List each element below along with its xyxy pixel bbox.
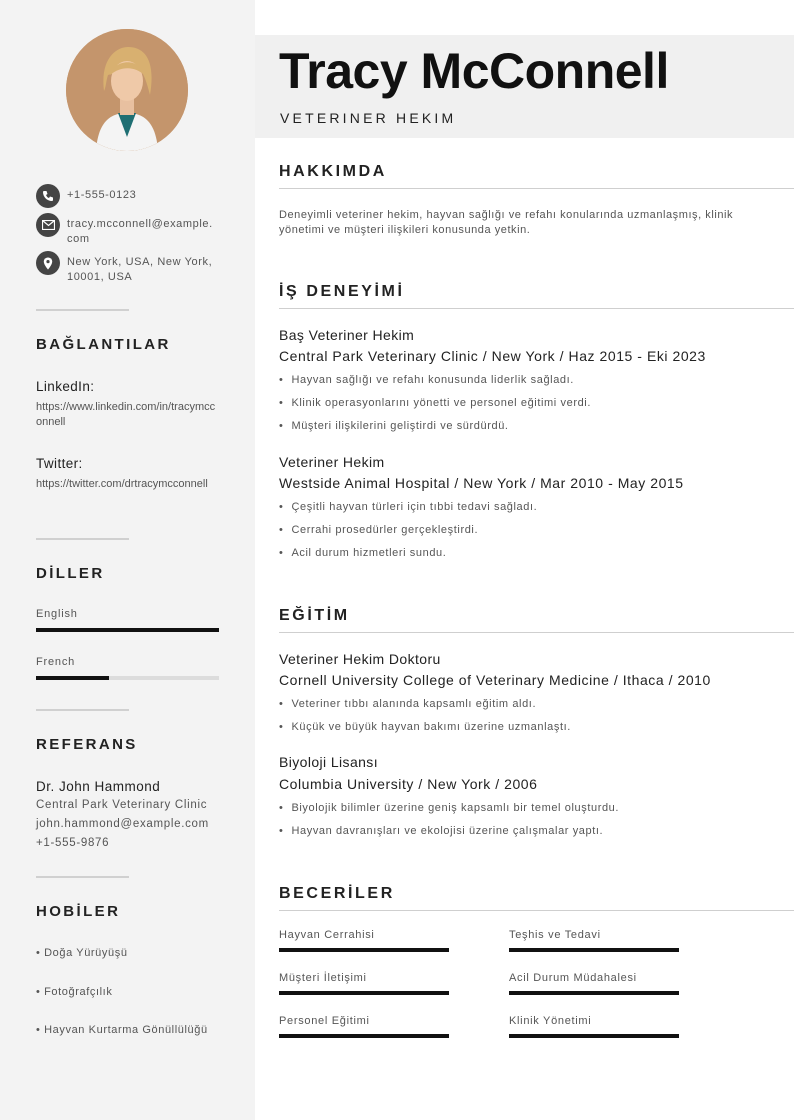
job-title: VETERINER HEKIM bbox=[280, 110, 457, 126]
job-subtitle: Central Park Veterinary Clinic / New York / Haz 2015 - Eki 2023 bbox=[279, 348, 706, 364]
language-french-fill bbox=[36, 676, 109, 680]
language-english-label: English bbox=[36, 608, 78, 620]
sidebar-divider bbox=[36, 709, 129, 711]
skill-bar bbox=[509, 1034, 679, 1038]
phone-icon bbox=[36, 184, 60, 208]
email-text[interactable]: tracy.mcconnell@example.com bbox=[67, 218, 213, 245]
skill-bar bbox=[509, 948, 679, 952]
email-icon bbox=[36, 213, 60, 237]
twitter-url[interactable]: https://twitter.com/drtracymcconnell bbox=[36, 478, 208, 490]
linkedin-label: LinkedIn: bbox=[36, 379, 95, 394]
contact-address bbox=[36, 251, 217, 285]
language-english-bar bbox=[36, 628, 219, 632]
skill-bar bbox=[509, 991, 679, 995]
about-heading: HAKKIMDA bbox=[279, 163, 387, 180]
skills-heading: BECERİLER bbox=[279, 885, 395, 902]
hobby-item: • Fotoğrafçılık bbox=[36, 986, 113, 998]
reference-name: Dr. John Hammond bbox=[36, 779, 161, 794]
degree-bullet: • Biyolojik bilimler üzerine geniş kapsamlı bir temel oluşturdu. bbox=[279, 802, 619, 814]
section-rule bbox=[279, 632, 794, 633]
profile-photo bbox=[66, 29, 188, 151]
job-subtitle: Westside Animal Hospital / New York / Mar 2010 - May 2015 bbox=[279, 475, 684, 491]
twitter-label: Twitter: bbox=[36, 456, 83, 471]
hobby-item: • Hayvan Kurtarma Gönüllülüğü bbox=[36, 1024, 208, 1036]
location-pin-icon bbox=[36, 251, 60, 275]
contact-phone bbox=[36, 184, 217, 208]
skill-bar bbox=[279, 948, 449, 952]
skill-label: Klinik Yönetimi bbox=[509, 1015, 592, 1027]
linkedin-url[interactable]: https://www.linkedin.com/in/tracymcconnell bbox=[36, 401, 216, 428]
section-rule bbox=[279, 188, 794, 189]
hobbies-heading: HOBİLER bbox=[36, 903, 121, 920]
degree-subtitle: Cornell University College of Veterinary Medicine / Ithaca / 2010 bbox=[279, 672, 711, 688]
degree-subtitle: Columbia University / New York / 2006 bbox=[279, 776, 538, 792]
reference-company: Central Park Veterinary Clinic bbox=[36, 799, 208, 811]
sidebar-divider bbox=[36, 876, 129, 878]
sidebar-divider bbox=[36, 309, 129, 311]
section-rule bbox=[279, 910, 794, 911]
skill-label: Teşhis ve Tedavi bbox=[509, 929, 601, 941]
reference-heading: REFERANS bbox=[36, 736, 138, 753]
job-bullet: • Acil durum hizmetleri sundu. bbox=[279, 547, 446, 559]
job-bullet: • Müşteri ilişkilerini geliştirdi ve sürdürdü. bbox=[279, 420, 509, 432]
language-english-fill bbox=[36, 628, 219, 632]
languages-heading: DİLLER bbox=[36, 565, 105, 582]
degree-bullet: • Küçük ve büyük hayvan bakımı üzerine uzmanlaştı. bbox=[279, 721, 571, 733]
skill-bar bbox=[279, 991, 449, 995]
job-title-item: Veteriner Hekim bbox=[279, 454, 385, 470]
sidebar-divider bbox=[36, 538, 129, 540]
skill-bar bbox=[279, 1034, 449, 1038]
degree-bullet: • Veteriner tıbbı alanında kapsamlı eğitim aldı. bbox=[279, 698, 536, 710]
education-heading: EĞİTİM bbox=[279, 607, 350, 624]
person-name: Tracy McConnell bbox=[279, 43, 669, 99]
phone-text: +1-555-0123 bbox=[67, 189, 137, 201]
job-bullet: • Klinik operasyonlarını yönetti ve personel eğitimi verdi. bbox=[279, 397, 591, 409]
skill-label: Müşteri İletişimi bbox=[279, 972, 367, 984]
degree-title: Veteriner Hekim Doktoru bbox=[279, 651, 441, 667]
skill-label: Personel Eğitimi bbox=[279, 1015, 370, 1027]
address-text: New York, USA, New York, 10001, USA bbox=[67, 256, 213, 283]
skill-label: Hayvan Cerrahisi bbox=[279, 929, 375, 941]
contact-email bbox=[36, 213, 217, 247]
job-bullet: • Çeşitli hayvan türleri için tıbbi tedavi sağladı. bbox=[279, 501, 537, 513]
language-french-label: French bbox=[36, 656, 76, 668]
hobby-item: • Doğa Yürüyüşü bbox=[36, 947, 128, 959]
skill-label: Acil Durum Müdahalesi bbox=[509, 972, 637, 984]
about-text: Deneyimli veteriner hekim, hayvan sağlığı ve refahı konularında uzmanlaşmış, klinik yönetimi ve müşteri ilişkileri konusunda yetkin. bbox=[279, 209, 734, 236]
job-title-item: Baş Veteriner Hekim bbox=[279, 327, 415, 343]
job-bullet: • Cerrahi prosedürler gerçekleştirdi. bbox=[279, 524, 478, 536]
job-bullet: • Hayvan sağlığı ve refahı konusunda liderlik sağladı. bbox=[279, 374, 574, 386]
experience-heading: İŞ DENEYİMİ bbox=[279, 283, 405, 300]
reference-email[interactable]: john.hammond@example.com bbox=[36, 818, 209, 830]
degree-bullet: • Hayvan davranışları ve ekolojisi üzerine çalışmalar yaptı. bbox=[279, 825, 603, 837]
links-heading: BAĞLANTILAR bbox=[36, 336, 171, 353]
degree-title: Biyoloji Lisansı bbox=[279, 754, 378, 770]
section-rule bbox=[279, 308, 794, 309]
language-french-bar bbox=[36, 676, 219, 680]
reference-phone: +1-555-9876 bbox=[36, 837, 110, 849]
